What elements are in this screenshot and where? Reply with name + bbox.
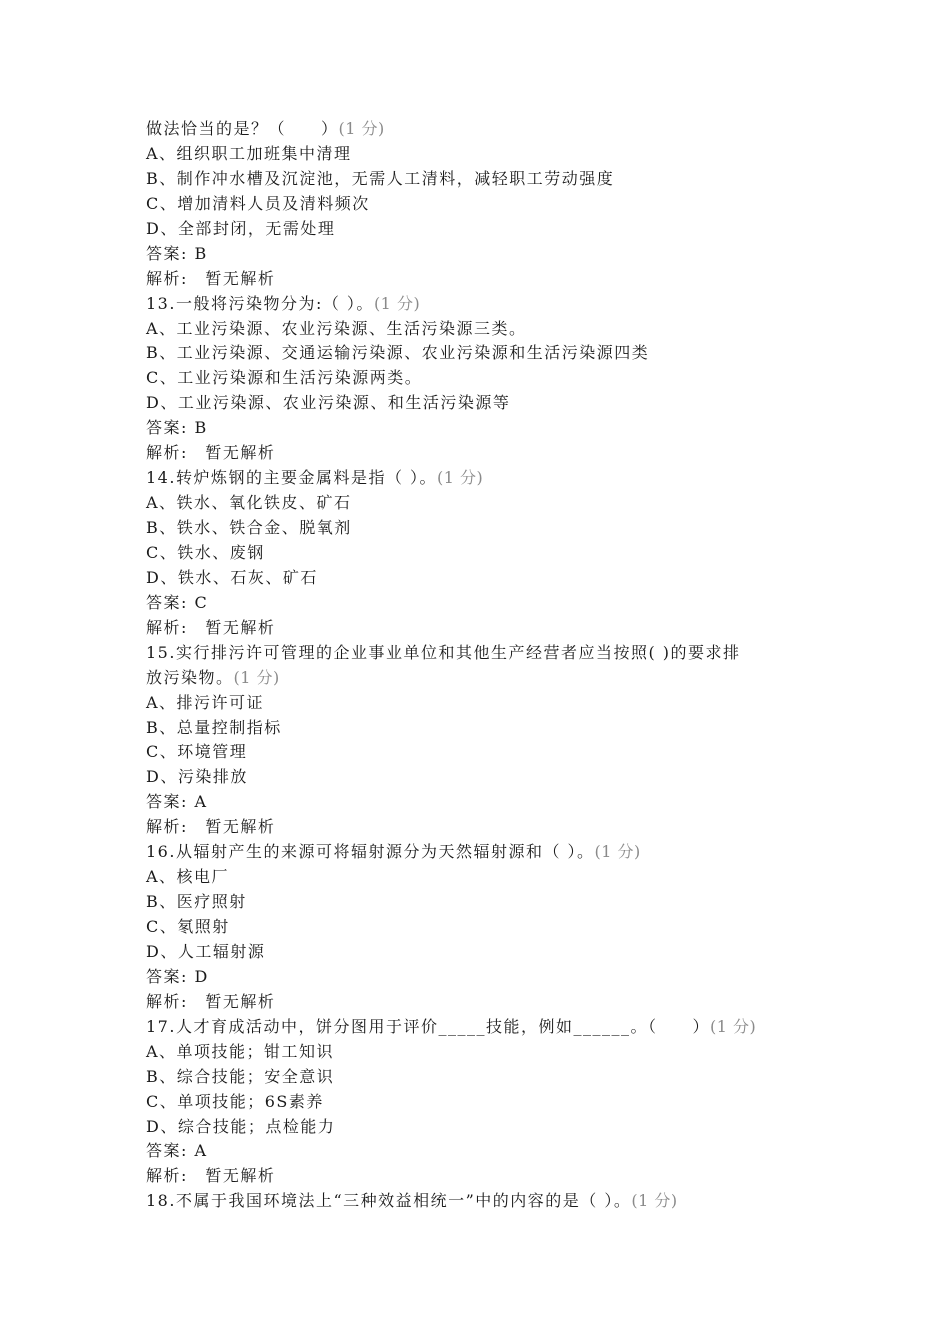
line-text: B、综合技能；安全意识 bbox=[146, 1066, 335, 1086]
analysis-text bbox=[146, 441, 806, 466]
answer-option bbox=[146, 1040, 806, 1065]
line-text: C、工业污染源和生活污染源两类。 bbox=[146, 368, 423, 388]
answer-option bbox=[146, 516, 806, 541]
analysis-text bbox=[146, 990, 806, 1015]
answer-option bbox=[146, 716, 806, 741]
question-stem bbox=[146, 1189, 806, 1214]
score-label: (1 分) bbox=[709, 1016, 757, 1036]
line-text: 解析: 暂无解析 bbox=[146, 991, 276, 1011]
answer-option bbox=[146, 491, 806, 516]
answer-key bbox=[146, 790, 806, 815]
question-stem bbox=[146, 466, 806, 491]
score-label: (1 分) bbox=[631, 1191, 678, 1211]
line-text: C、单项技能；6S素养 bbox=[146, 1091, 324, 1111]
answer-option bbox=[146, 566, 806, 591]
answer-option bbox=[146, 142, 806, 167]
line-text: C、氡照射 bbox=[146, 917, 230, 936]
text-line bbox=[146, 117, 806, 142]
line-text: 答案: B bbox=[146, 418, 208, 438]
line-text: A、铁水、氧化铁皮、矿石 bbox=[146, 493, 352, 513]
question-stem bbox=[146, 1015, 806, 1040]
line-text: 18.不属于我国环境法上“三种效益相统一”中的内容的是（ ）。 bbox=[146, 1191, 632, 1211]
answer-option bbox=[146, 1065, 806, 1090]
answer-option bbox=[146, 391, 806, 416]
answer-option bbox=[146, 940, 806, 965]
line-text: 答案: A bbox=[146, 1141, 208, 1161]
line-text: C、铁水、废钢 bbox=[146, 542, 265, 562]
answer-option bbox=[146, 890, 806, 915]
analysis-text bbox=[146, 815, 806, 840]
line-text: C、环境管理 bbox=[146, 742, 248, 762]
line-text: D、综合技能；点检能力 bbox=[146, 1116, 336, 1136]
line-text: 17.人才育成活动中，饼分图用于评价_____技能，例如______。（ ） bbox=[146, 1016, 710, 1036]
line-text: 14.转炉炼钢的主要金属料是指（ ）。 bbox=[146, 468, 438, 488]
line-text: A、核电厂 bbox=[146, 867, 230, 887]
question-stem bbox=[146, 840, 806, 865]
answer-option bbox=[146, 691, 806, 716]
line-text: A、排污许可证 bbox=[146, 692, 265, 712]
answer-option bbox=[146, 167, 806, 192]
line-text: D、人工辐射源 bbox=[146, 941, 266, 961]
line-text: 15.实行排污许可管理的企业事业单位和其他生产经营者应当按照( )的要求排 bbox=[146, 642, 741, 662]
line-text: D、全部封闭，无需处理 bbox=[146, 218, 336, 238]
answer-option bbox=[146, 317, 806, 342]
answer-option bbox=[146, 541, 806, 566]
answer-key bbox=[146, 965, 806, 990]
analysis-text bbox=[146, 1164, 806, 1189]
line-text: A、工业污染源、农业污染源、生活污染源三类。 bbox=[146, 318, 527, 338]
line-text: A、单项技能；钳工知识 bbox=[146, 1041, 335, 1061]
score-label: (1 分) bbox=[233, 667, 280, 687]
line-text: 解析: 暂无解析 bbox=[146, 817, 276, 837]
line-text: D、工业污染源、农业污染源、和生活污染源等 bbox=[146, 393, 511, 413]
answer-option bbox=[146, 1115, 806, 1140]
answer-key bbox=[146, 1139, 806, 1164]
line-text: B、铁水、铁合金、脱氧剂 bbox=[146, 518, 352, 537]
line-text: B、医疗照射 bbox=[146, 892, 247, 912]
line-text: D、铁水、石灰、矿石 bbox=[146, 567, 318, 587]
analysis-text bbox=[146, 616, 806, 641]
answer-key bbox=[146, 416, 806, 441]
line-text: B、工业污染源、交通运输污染源、农业污染源和生活污染源四类 bbox=[146, 343, 650, 363]
line-text: C、增加清料人员及清料频次 bbox=[146, 193, 370, 213]
line-text: D、污染排放 bbox=[146, 767, 248, 787]
line-text: A、组织职工加班集中清理 bbox=[146, 143, 352, 163]
analysis-text bbox=[146, 267, 806, 292]
line-text: 答案: D bbox=[146, 966, 209, 986]
answer-option bbox=[146, 192, 806, 217]
line-text: 解析: 暂无解析 bbox=[146, 617, 276, 637]
answer-option bbox=[146, 740, 806, 765]
line-text: 答案: A bbox=[146, 792, 208, 812]
score-label: (1 分) bbox=[437, 468, 484, 488]
line-text: 答案: C bbox=[146, 592, 209, 612]
line-text: B、总量控制指标 bbox=[146, 717, 282, 737]
answer-key bbox=[146, 242, 806, 267]
line-text: 做法恰当的是？（ ） bbox=[146, 119, 339, 138]
line-text: 解析: 暂无解析 bbox=[146, 443, 276, 463]
answer-option bbox=[146, 765, 806, 790]
answer-option bbox=[146, 1090, 806, 1115]
answer-option bbox=[146, 915, 806, 940]
score-label: (1 分) bbox=[373, 293, 421, 313]
answer-key bbox=[146, 591, 806, 616]
question-stem bbox=[146, 641, 806, 666]
answer-option bbox=[146, 217, 806, 242]
question-stem bbox=[146, 292, 806, 317]
line-text: 解析: 暂无解析 bbox=[146, 268, 276, 288]
answer-option bbox=[146, 366, 806, 391]
line-text: 16.从辐射产生的来源可将辐射源分为天然辐射源和（ ）。 bbox=[146, 842, 595, 862]
answer-option bbox=[146, 865, 806, 890]
line-text: 答案: B bbox=[146, 243, 208, 263]
line-text: B、制作冲水槽及沉淀池，无需人工清料，减轻职工劳动强度 bbox=[146, 168, 615, 188]
score-label: (1 分) bbox=[338, 119, 385, 138]
line-text: 13.一般将污染物分为:（ ）。 bbox=[146, 293, 374, 313]
line-text: 解析: 暂无解析 bbox=[146, 1166, 276, 1186]
answer-option bbox=[146, 341, 806, 366]
line-text: 放污染物。 bbox=[146, 667, 234, 687]
document-page bbox=[146, 117, 806, 1214]
text-line bbox=[146, 666, 806, 691]
score-label: (1 分) bbox=[594, 842, 641, 862]
